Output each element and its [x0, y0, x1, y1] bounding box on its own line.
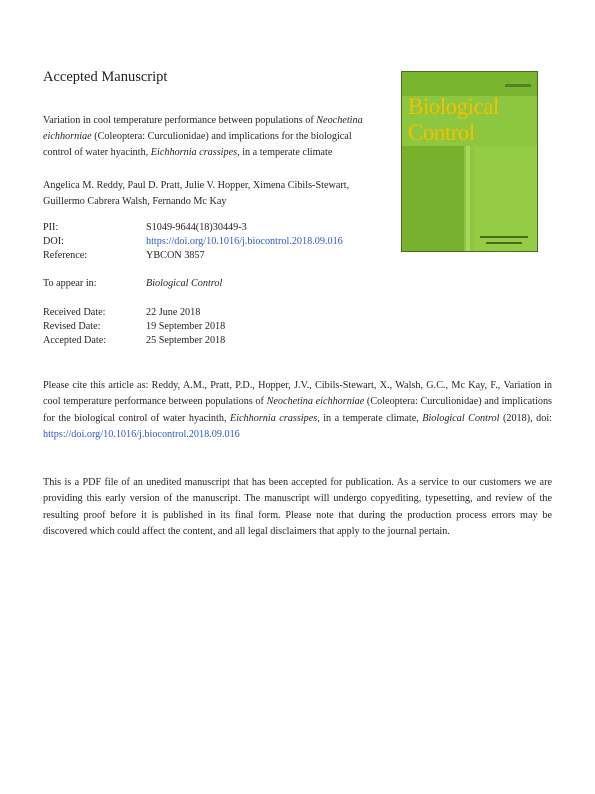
disclaimer-paragraph: This is a PDF file of an unedited manuscript that has been accepted for publication. As a service to our customers we are providing this early version of the manuscript. The manuscript will undergo copyediting, typesetting, and review of the resulting proof before it is published in its final form. Please note that during the production process errors may be discovered which could affect the content, and all legal disclaimers that apply to the journal pertain.	[43, 477, 552, 538]
title-species2: Eichhornia crassipes	[150, 147, 238, 158]
revised-row	[43, 320, 225, 334]
pii-value: S1049-9644(18)30449-3	[146, 222, 247, 233]
cover-left-panel	[402, 146, 464, 252]
title-species1: Neochetina eichhorniae	[43, 115, 363, 142]
received-label: Received Date:	[43, 307, 106, 318]
article-title	[43, 113, 383, 161]
title-part2: (Coleoptera: Curculionidae) and implications for the biological control of water hyacinth,	[43, 131, 352, 158]
citation-part2: (Coleoptera: Curculionidae) and implications for the biological control of water hyacinth,	[43, 396, 552, 424]
citation-paragraph	[43, 378, 552, 444]
cover-title-word1: Biological	[408, 94, 499, 119]
reference-value: YBCON 3857	[146, 250, 205, 261]
cover-footer-line	[486, 242, 522, 244]
citation-journal: Biological Control	[422, 412, 500, 424]
citation-species2: Eichhornia crassipes	[229, 412, 318, 424]
accepted-row	[43, 334, 225, 348]
pii-row	[43, 221, 247, 235]
cover-footer-line	[480, 236, 528, 238]
citation-species1: Neochetina eichhorniae	[266, 396, 365, 408]
manuscript-heading: Accepted Manuscript	[43, 69, 168, 85]
author-list: Angelica M. Reddy, Paul D. Pratt, Julie V. Hopper, Ximena Cibils-Stewart, Guillermo Cabrera Walsh, Fernando Mc Kay	[43, 180, 350, 207]
revised-value: 19 September 2018	[146, 321, 226, 332]
pii-label: PII:	[43, 222, 59, 233]
received-row	[43, 306, 200, 320]
reference-label: Reference:	[43, 250, 88, 261]
title-part3: , in a temperate climate	[237, 147, 333, 158]
journal-cover-image	[401, 71, 538, 252]
cover-title-word2: Control	[408, 120, 475, 145]
appear-value: Biological Control	[146, 278, 223, 289]
citation-doi-link[interactable]: https://doi.org/10.1016/j.biocontrol.2018.09.016	[43, 429, 240, 441]
doi-row	[43, 235, 343, 249]
appear-label: To appear in:	[43, 278, 97, 289]
cover-stripe	[466, 146, 470, 252]
doi-link[interactable]: https://doi.org/10.1016/j.biocontrol.2018.09.016	[146, 236, 343, 247]
doi-label: DOI:	[43, 236, 64, 247]
title-part1: Variation in cool temperature performance between populations of	[43, 115, 317, 126]
reference-row	[43, 249, 205, 263]
cover-issn-bar	[505, 84, 531, 87]
accepted-value: 25 September 2018	[146, 335, 226, 346]
citation-part3: , in a temperate climate,	[317, 412, 423, 424]
accepted-label: Accepted Date:	[43, 335, 107, 346]
citation-part4: (2018), doi:	[499, 412, 552, 424]
revised-label: Revised Date:	[43, 321, 101, 332]
received-value: 22 June 2018	[146, 307, 201, 318]
citation-part1: Please cite this article as: Reddy, A.M., Pratt, P.D., Hopper, J.V., Cibils-Stewart, X., Walsh, G.C., Mc Kay, F., Variation in cool temperature performance between populations of	[43, 380, 552, 408]
appear-row	[43, 277, 222, 291]
